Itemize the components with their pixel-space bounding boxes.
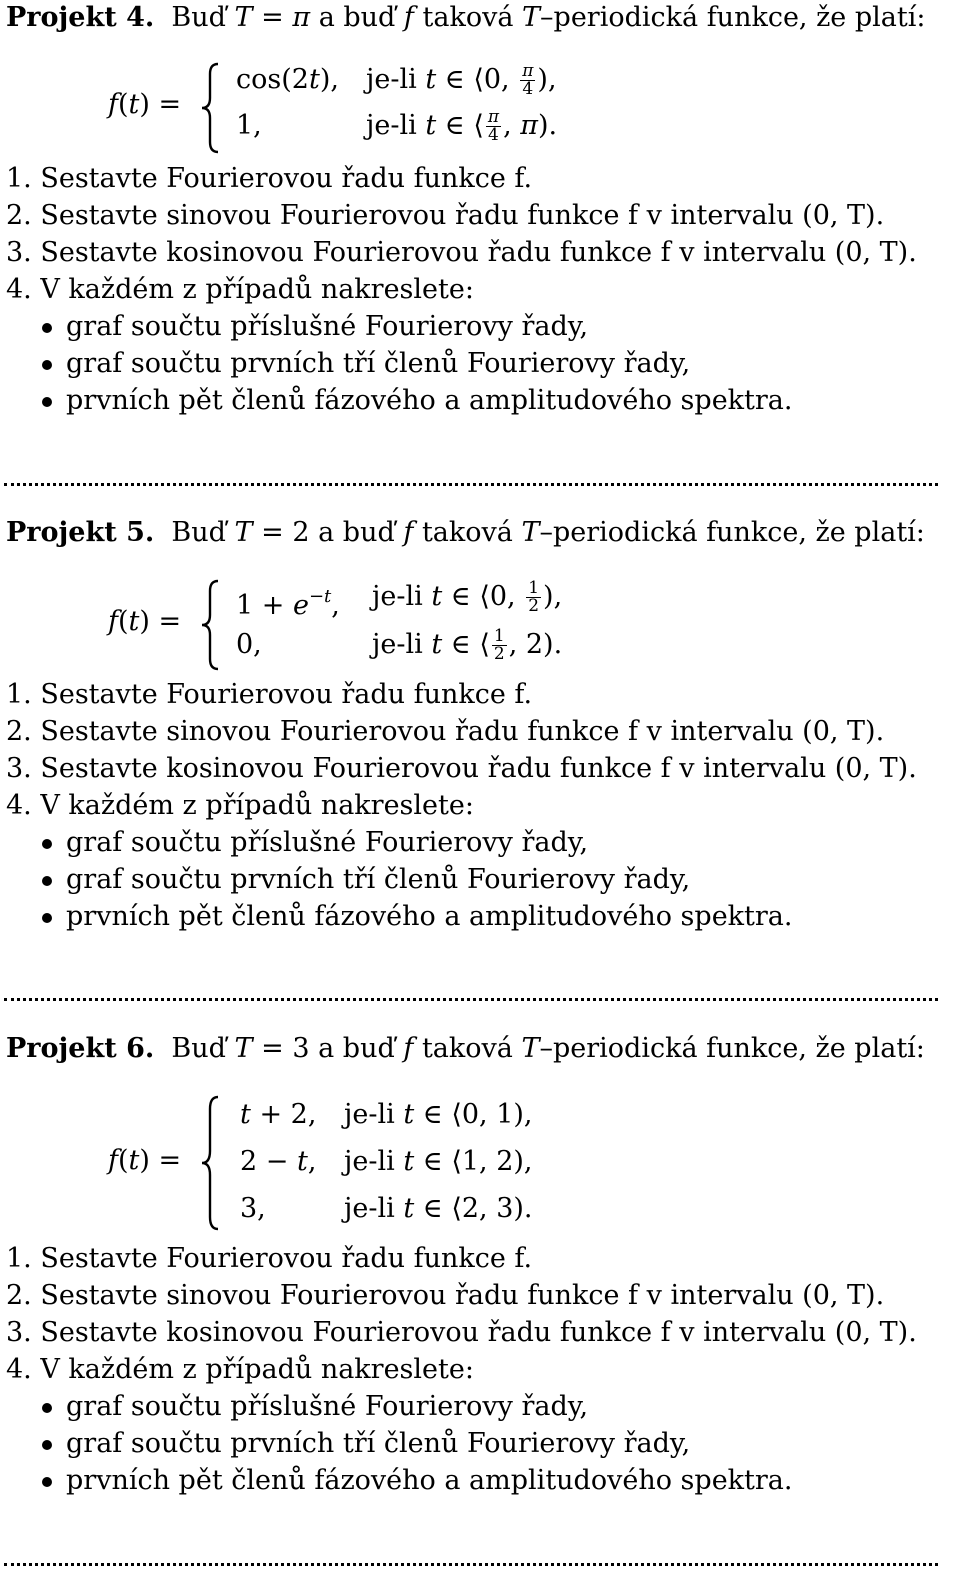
case-row: [240, 1191, 266, 1227]
project-label: Projekt 5.: [6, 517, 155, 548]
piecewise-function: [108, 1093, 708, 1233]
intro-d: –periodická funkce, že platí:: [539, 517, 925, 548]
case-condition: je-li t ∈ ⟨1, 2),: [344, 1146, 533, 1177]
intro-b: a buď: [318, 1033, 395, 1064]
piecewise-function: [108, 60, 708, 160]
bullet-item: graf součtu příslušné Fourierovy řady,: [66, 1391, 589, 1422]
case-expression: t + 2,: [240, 1099, 317, 1130]
bullet-item: graf součtu prvních tří členů Fourierovy řady,: [66, 348, 691, 379]
project-label: Projekt 4.: [6, 2, 155, 33]
bullet-icon: [42, 839, 52, 849]
task-item: 3. Sestavte kosinovou Fourierovou řadu funkce f v intervalu (0, T).: [6, 237, 917, 268]
function-label: f(t) =: [108, 89, 182, 120]
task-item: 2. Sestavte sinovou Fourierovou řadu funkce f v intervalu (0, T).: [6, 716, 885, 747]
intro-d: –periodická funkce, že platí:: [540, 2, 926, 33]
case-expression: $1 + e^{-t}$,: [236, 586, 340, 621]
project-5: [0, 515, 960, 1025]
project-heading: Projekt 5. Buď T = 2 a buď f taková T–periodická funkce, že platí:: [6, 517, 925, 548]
task-item: 4. V každém z případů nakreslete:: [6, 790, 474, 821]
intro-a: Buď: [171, 517, 226, 548]
bullet-icon: [42, 1440, 52, 1450]
case-expression: 2 − t,: [240, 1146, 317, 1177]
case-condition: je-li t ∈ ⟨0, $\frac{\pi}{4}$ ),: [366, 61, 557, 99]
left-brace: [200, 62, 222, 154]
bullet-icon: [42, 1477, 52, 1487]
case-row: [236, 62, 339, 98]
case-row: [236, 579, 340, 624]
case-expression: 0,: [236, 629, 262, 660]
project-4: [0, 0, 960, 510]
task-item: 2. Sestavte sinovou Fourierovou řadu funkce f v intervalu (0, T).: [6, 1280, 885, 1311]
bullet-icon: [42, 323, 52, 333]
task-item: 4. V každém z případů nakreslete:: [6, 274, 474, 305]
case-expression: cos(2t),: [236, 64, 339, 95]
function-label: f(t) =: [108, 606, 182, 637]
case-expression: 1,: [236, 110, 262, 141]
case-row: [240, 1144, 316, 1180]
bullet-icon: [42, 876, 52, 886]
left-brace: [200, 1095, 222, 1231]
intro-c: taková: [421, 517, 513, 548]
intro-b: a buď: [318, 2, 396, 33]
bullet-icon: [42, 360, 52, 370]
case-expression: 3,: [240, 1193, 266, 1224]
left-brace: [200, 579, 222, 671]
case-row: [236, 108, 262, 144]
intro-c: taková: [421, 1033, 513, 1064]
task-item: 1. Sestavte Fourierovou řadu funkce f.: [6, 163, 533, 194]
project-heading: Projekt 6. Buď T = 3 a buď f taková T–periodická funkce, že platí:: [6, 1033, 925, 1064]
bullet-icon: [42, 1403, 52, 1413]
period-value: π: [292, 2, 311, 33]
bullet-icon: [42, 397, 52, 407]
dotted-separator: [4, 483, 938, 486]
period-value: 2: [292, 517, 310, 548]
dotted-separator: [4, 998, 938, 1001]
intro-b: a buď: [318, 517, 395, 548]
case-row: [236, 627, 262, 663]
case-row: [240, 1097, 316, 1133]
task-item: 1. Sestavte Fourierovou řadu funkce f.: [6, 1243, 533, 1274]
project-6: [0, 1031, 960, 1575]
case-condition: je-li t ∈ ⟨2, 3).: [344, 1193, 533, 1224]
function-label: f(t) =: [108, 1145, 182, 1176]
bullet-item: prvních pět členů fázového a amplitudového spektra.: [66, 1465, 793, 1496]
bullet-item: graf součtu prvních tří členů Fourierovy řady,: [66, 864, 691, 895]
bullet-item: prvních pět členů fázového a amplitudového spektra.: [66, 901, 793, 932]
bullet-item: graf součtu příslušné Fourierovy řady,: [66, 827, 589, 858]
dotted-separator: [4, 1563, 938, 1566]
piecewise-function: [108, 577, 708, 677]
task-item: 4. V každém z případů nakreslete:: [6, 1354, 474, 1385]
period-value: 3: [292, 1033, 310, 1064]
intro-a: Buď: [171, 2, 226, 33]
intro-d: –periodická funkce, že platí:: [539, 1033, 925, 1064]
task-item: 3. Sestavte kosinovou Fourierovou řadu funkce f v intervalu (0, T).: [6, 753, 917, 784]
task-item: 3. Sestavte kosinovou Fourierovou řadu funkce f v intervalu (0, T).: [6, 1317, 917, 1348]
task-item: 2. Sestavte sinovou Fourierovou řadu funkce f v intervalu (0, T).: [6, 200, 885, 231]
project-heading: Projekt 4. Buď T = π a buď f taková T–periodická funkce, že platí:: [6, 2, 926, 33]
bullet-item: graf součtu příslušné Fourierovy řady,: [66, 311, 589, 342]
bullet-icon: [42, 913, 52, 923]
bullet-item: graf součtu prvních tří členů Fourierovy řady,: [66, 1428, 691, 1459]
bullet-item: prvních pět členů fázového a amplitudového spektra.: [66, 385, 793, 416]
case-condition: je-li t ∈ ⟨0, $\frac{1}{2}$ ),: [372, 578, 563, 616]
case-condition: je-li t ∈ ⟨0, 1),: [344, 1099, 533, 1130]
intro-c: taková: [422, 2, 514, 33]
task-item: 1. Sestavte Fourierovou řadu funkce f.: [6, 679, 533, 710]
case-condition: je-li t ∈ ⟨ $\frac{\pi}{4}$ , π).: [366, 107, 558, 145]
project-label: Projekt 6.: [6, 1033, 155, 1064]
case-condition: je-li t ∈ ⟨ $\frac{1}{2}$ , 2).: [372, 626, 563, 664]
intro-a: Buď: [171, 1033, 226, 1064]
